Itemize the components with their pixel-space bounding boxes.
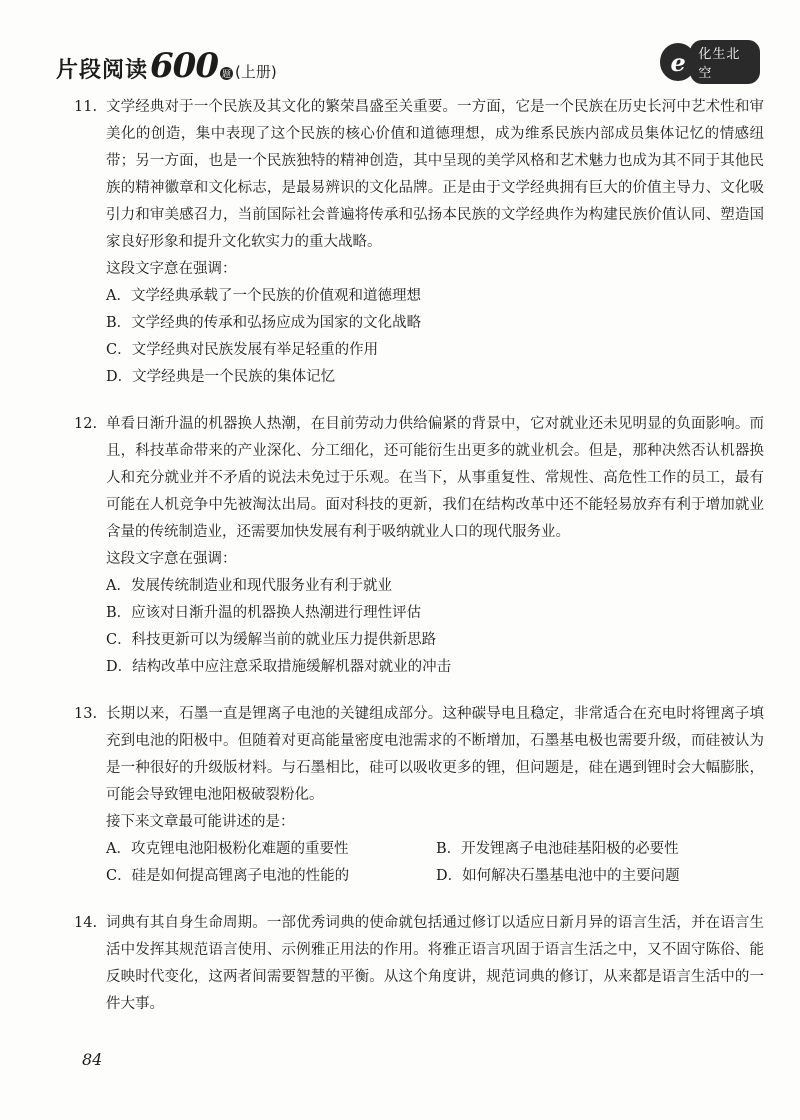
book-title-number: 600	[150, 46, 218, 86]
publisher-logo	[660, 42, 760, 82]
question-passage: 长期以来，石墨一直是锂离子电池的关键组成部分。这种碳导电且稳定，非常适合在充电时将锂离子填充到电池的阳极中。但随着对更高能量密度电池需求的不断增加，石墨基电极也需要升级，而硅被认为是一种很好的升级版材料。与石墨相比，硅可以吸收更多的锂，但问题是，硅在遇到锂时会大幅膨胀，可能会导致锂电池阳极破裂粉化。	[106, 706, 764, 803]
question-prompt: 这段文字意在强调：	[106, 551, 237, 567]
option-c: C．文学经典对民族发展有举足轻重的作用	[106, 342, 379, 358]
question-12	[74, 411, 764, 681]
option-a: A．发展传统制造业和现代服务业有利于就业	[106, 578, 392, 594]
question-number: 12.	[74, 416, 98, 432]
question-13	[74, 701, 764, 890]
option-d: D．文学经典是一个民族的集体记忆	[106, 369, 336, 385]
page-content	[74, 94, 764, 1018]
option-d: D．如何解决石墨基电池中的主要问题	[436, 868, 680, 884]
question-prompt: 这段文字意在强调：	[106, 261, 237, 277]
book-title	[56, 46, 277, 86]
question-passage: 词典有其自身生命周期。一部优秀词典的使命就包括通过修订以适应日新月异的语言生活，并在语言生活中发挥其规范语言使用、示例雅正用法的作用。将雅正语言巩固于语言生活之中，又不固守陈俗、能反映时代变化，这两者间需要智慧的平衡。从这个角度讲，规范词典的修订，从来都是语言生活中的一件大事。	[106, 915, 764, 1012]
question-passage: 单看日渐升温的机器换人热潮，在目前劳动力供给偏紧的背景中，它对就业还未见明显的负面影响。而且，科技革命带来的产业深化、分工细化，还可能衍生出更多的就业机会。但是，那种决然否认机器换人和充分就业并不矛盾的说法未免过于乐观。在当下，从事重复性、常规性、高危性工作的员工，最有可能在人机竞争中先被淘汰出局。面对科技的更新，我们在结构改革中还不能轻易放弃有利于增加就业含量的传统制造业，还需要加快发展有利于吸纳就业人口的现代服务业。	[106, 416, 764, 540]
page-number: 84	[82, 1050, 103, 1069]
options-grid	[106, 836, 764, 890]
page-header	[56, 40, 760, 84]
question-number: 13.	[74, 706, 98, 722]
option-a: A．攻克锂电池阳极粉化难题的重要性	[106, 841, 349, 857]
question-passage: 文学经典对于一个民族及其文化的繁荣昌盛至关重要。一方面，它是一个民族在历史长河中艺术性和审美化的创造，集中表现了这个民族的核心价值和道德理想，成为维系民族内部成员集体记忆的情感纽带；另一方面，也是一个民族独特的精神创造，其中呈现的美学风格和艺术魅力也成为其不同于其他民族的精神徽章和文化标志，是最易辨识的文化品牌。正是由于文学经典拥有巨大的价值主导力、文化吸引力和审美感召力，当前国际社会普遍将传承和弘扬本民族的文学经典作为构建民族价值认同、塑造国家良好形象和提升文化软实力的重大战略。	[106, 99, 764, 250]
book-title-pian-badge: 题	[220, 67, 233, 80]
logo-badge-icon: e	[660, 43, 696, 81]
option-d: D．结构改革中应注意采取措施缓解机器对就业的冲击	[106, 659, 452, 675]
option-b: B．应该对日渐升温的机器换人热潮进行理性评估	[106, 605, 422, 621]
question-number: 14.	[74, 915, 98, 931]
question-prompt: 接下来文章最可能讲述的是：	[106, 814, 295, 830]
option-a: A．文学经典承载了一个民族的价值观和道德理想	[106, 288, 421, 304]
question-14	[74, 910, 764, 1018]
book-title-volume: (上册)	[235, 63, 277, 81]
logo-text: 化生北空	[690, 40, 760, 84]
question-number: 11.	[74, 99, 98, 115]
option-c: C．硅是如何提高锂离子电池的性能的	[106, 868, 350, 884]
option-b: B．开发锂离子电池硅基阳极的必要性	[436, 841, 679, 857]
option-b: B．文学经典的传承和弘扬应成为国家的文化战略	[106, 315, 422, 331]
option-c: C．科技更新可以为缓解当前的就业压力提供新思路	[106, 632, 437, 648]
book-title-text: 片段阅读	[56, 58, 149, 83]
question-11	[74, 94, 764, 391]
